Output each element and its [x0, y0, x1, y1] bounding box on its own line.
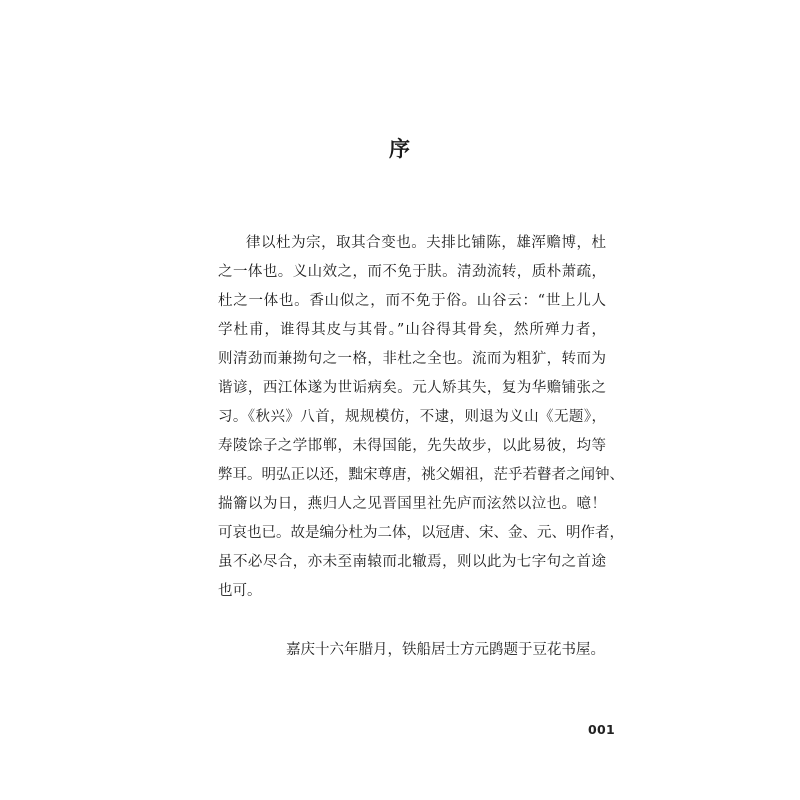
body-line: 习。《秋兴》八首，规规模仿，不逮，则退为义山《无题》， [218, 409, 606, 425]
body-line: 弊耳。明弘正以还，黜宋尊唐，祧父媚祖，茫乎若瞽者之闻钟、 [218, 467, 624, 483]
signature-line: 嘉庆十六年腊月，铁船居士方元鹍题于豆花书屋。 [286, 642, 605, 658]
body-line: 揣籥以为日，燕归人之见晋国里社先庐而泫然以泣也。噫！ [218, 496, 606, 512]
body-line: 寿陵馀子之学邯郸，未得国能，先失故步，以此易彼，均等 [218, 438, 606, 454]
body-line: 也可。 [218, 583, 262, 599]
body-line: 谐谚，西江体遂为世诟病矣。元人矫其失，复为华赡铺张之 [218, 380, 606, 396]
page-number: 001 [588, 722, 615, 737]
body-line: 可哀也已。故是编分杜为二体，以冠唐、宋、金、元、明作者， [218, 525, 624, 541]
page-title: 序 [389, 136, 411, 161]
body-line: 杜之一体也。香山似之，而不免于俗。山谷云：“世上儿人 [218, 293, 606, 309]
body-line: 虽不必尽合，亦未至南辕而北辙焉，则以此为七字句之首途 [218, 554, 606, 570]
preface-body [218, 229, 624, 606]
body-line: 律以杜为宗，取其合变也。夫排比铺陈，雄浑赡博，杜 [246, 235, 606, 251]
body-line: 则清劲而兼拗句之一格，非杜之全也。流而为粗犷，转而为 [218, 351, 606, 367]
body-line: 学杜甫，谁得其皮与其骨。”山谷得其骨矣，然所殚力者， [218, 322, 606, 338]
body-line: 之一体也。义山效之，而不免于肤。清劲流转，质朴萧疏， [218, 264, 606, 280]
